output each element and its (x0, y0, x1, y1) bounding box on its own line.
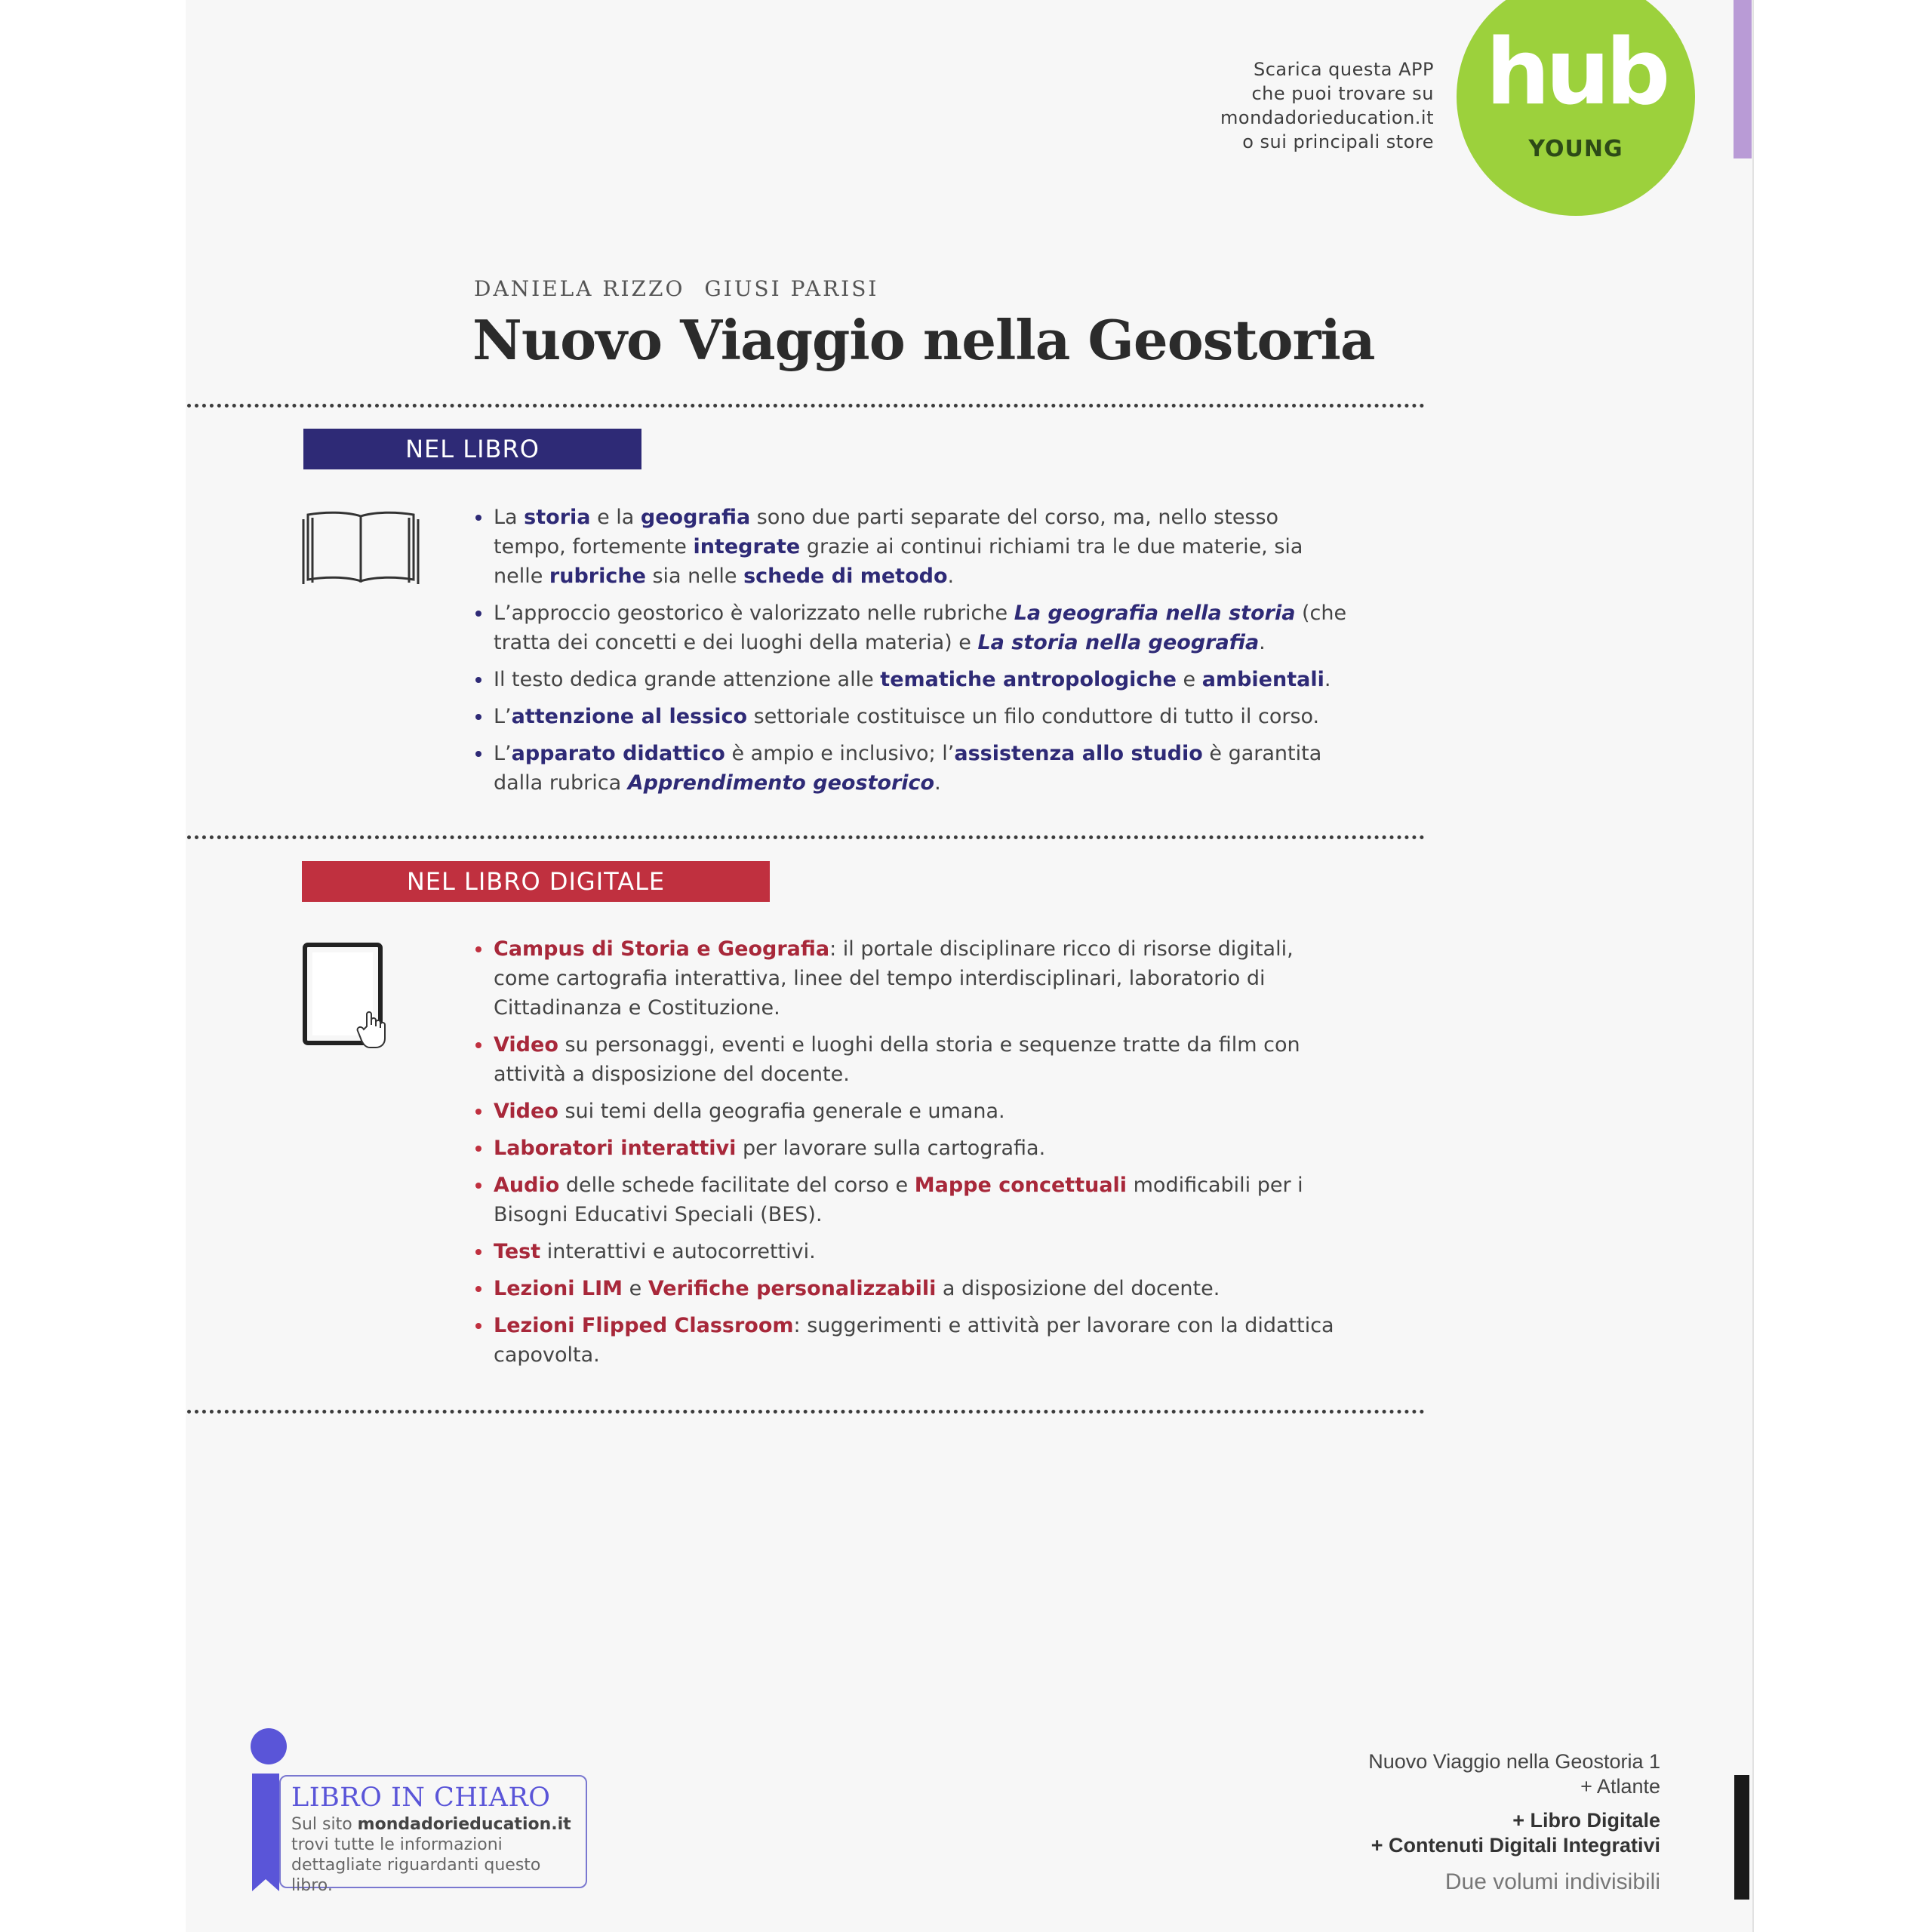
item-text: per lavorare sulla cartografia. (736, 1137, 1046, 1160)
hub-logo-sub: YOUNG (1528, 136, 1623, 162)
app-promo-line: mondadorieducation.it (1220, 107, 1434, 128)
digitale-feature-list (474, 934, 1349, 1377)
highlighted-term: La geografia nella storia (1014, 601, 1296, 625)
highlighted-term: rubriche (549, 565, 646, 588)
item-text: sui temi della geografia generale e umana. (558, 1100, 1005, 1123)
dotted-divider (187, 835, 1425, 839)
item-text: è garantita dalla rubrica (494, 742, 1322, 795)
list-item (474, 702, 1349, 731)
list-item (474, 934, 1349, 1023)
product-line: + Libro Digitale (1512, 1809, 1660, 1832)
item-text: e (623, 1277, 648, 1300)
highlighted-term: apparato didattico (511, 742, 725, 765)
item-text: interattivi e autocorrettivi. (540, 1240, 816, 1263)
open-book-icon (302, 510, 420, 586)
purple-edge-tab (1734, 0, 1752, 158)
item-text: sia nelle (645, 565, 744, 588)
highlighted-term: storia (524, 506, 591, 529)
list-item (474, 739, 1349, 798)
item-text: modificabili per i Bisogni Educativi Speciali (BES). (494, 1174, 1303, 1226)
item-text: grazie ai continui richiami tra le due materie, sia nelle (494, 535, 1303, 588)
dotted-divider (187, 1410, 1425, 1414)
item-text: . (1259, 631, 1266, 654)
item-text: è ampio e inclusivo; l’ (724, 742, 955, 765)
list-item (474, 1134, 1349, 1163)
item-text: (che tratta dei concetti e dei luoghi della materia) e (494, 601, 1347, 654)
product-line: Nuovo Viaggio nella Geostoria 1 (1368, 1750, 1660, 1773)
tablet-touch-icon (302, 942, 392, 1052)
highlighted-term: assistenza allo studio (954, 742, 1203, 765)
highlighted-term: Lezioni Flipped Classroom (494, 1314, 794, 1337)
libro-in-chiaro-rest: trovi tutte le informazioni dettagliate riguardanti questo libro. (291, 1835, 541, 1895)
libro-in-chiaro-prefix: Sul sito (291, 1815, 358, 1834)
list-item (474, 1311, 1349, 1370)
highlighted-term: Test (494, 1240, 541, 1263)
product-line: + Contenuti Digitali Integrativi (1371, 1834, 1660, 1857)
info-ribbon-icon (252, 1774, 279, 1891)
highlighted-term: Audio (494, 1174, 560, 1197)
hub-logo-word: hub (1485, 20, 1666, 125)
highlighted-term: Apprendimento geostorico (627, 771, 935, 795)
list-item (474, 665, 1349, 694)
item-text: sono due parti separate del corso, ma, nello stesso tempo, fortemente (494, 506, 1279, 558)
highlighted-term: ambientali (1201, 668, 1324, 691)
highlighted-term: geografia (640, 506, 751, 529)
item-text: delle schede facilitate del corso e (559, 1174, 915, 1197)
highlighted-term: tematiche antropologiche (880, 668, 1177, 691)
product-line: + Atlante (1580, 1775, 1660, 1798)
app-promo-line: o sui principali store (1242, 131, 1434, 152)
highlighted-term: schede di metodo (743, 565, 948, 588)
author-name: GIUSI PARISI (704, 276, 879, 301)
section-label-digitale: NEL LIBRO DIGITALE (302, 861, 770, 902)
libro-in-chiaro-site: mondadorieducation.it (357, 1815, 571, 1834)
info-dot-icon (251, 1728, 287, 1764)
item-text: L’ (494, 705, 512, 728)
authors (474, 276, 878, 301)
page-edge (1752, 0, 1754, 1932)
item-text: . (934, 771, 941, 795)
item-text: L’ (494, 742, 512, 765)
highlighted-term: La storia nella geografia (977, 631, 1260, 654)
app-promo-line: che puoi trovare su (1251, 83, 1434, 104)
product-info (1238, 1749, 1660, 1896)
libro-in-chiaro-text (291, 1814, 575, 1896)
libro-feature-list (474, 503, 1349, 805)
item-text: Il testo dedica grande attenzione alle (494, 668, 881, 691)
item-text: La (494, 506, 525, 529)
list-item (474, 1274, 1349, 1303)
section-label-libro: NEL LIBRO (303, 429, 641, 469)
black-edge-tab (1734, 1775, 1749, 1900)
item-text: settoriale costituisce un filo conduttore di tutto il corso. (747, 705, 1320, 728)
item-text: su personaggi, eventi e luoghi della storia e sequenze tratte da film con attività a disposizione del docente. (494, 1033, 1300, 1086)
app-promo-line: Scarica questa APP (1253, 59, 1434, 80)
list-item (474, 1171, 1349, 1229)
author-name: DANIELA RIZZO (474, 276, 685, 301)
highlighted-term: Video (494, 1033, 558, 1057)
item-text: a disposizione del docente. (936, 1277, 1220, 1300)
libro-in-chiaro-title: LIBRO IN CHIARO (291, 1783, 551, 1813)
highlighted-term: Campus di Storia e Geografia (494, 937, 830, 961)
list-item (474, 503, 1349, 591)
item-text: L’approccio geostorico è valorizzato nelle rubriche (494, 601, 1014, 625)
app-promo-text (1132, 57, 1434, 154)
list-item (474, 1237, 1349, 1266)
highlighted-term: Video (494, 1100, 558, 1123)
item-text: e (1176, 668, 1202, 691)
highlighted-term: Lezioni LIM (494, 1277, 623, 1300)
item-text: : suggerimenti e attività per lavorare con la didattica capovolta. (494, 1314, 1334, 1367)
book-title: Nuovo Viaggio nella Geostoria (472, 308, 1375, 372)
list-item (474, 1097, 1349, 1126)
product-line: Due volumi indivisibili (1444, 1869, 1660, 1894)
item-text: . (1324, 668, 1331, 691)
item-text: : il portale disciplinare ricco di risorse digitali, come cartografia interattiva, linee del tempo interdisciplinari, laboratorio di Cittadinanza e Costituzione. (494, 937, 1294, 1020)
item-text: e la (590, 506, 641, 529)
highlighted-term: Mappe concettuali (914, 1174, 1128, 1197)
list-item (474, 598, 1349, 657)
dotted-divider (187, 404, 1425, 408)
highlighted-term: integrate (693, 535, 801, 558)
highlighted-term: Verifiche personalizzabili (648, 1277, 937, 1300)
list-item (474, 1030, 1349, 1089)
item-text: . (947, 565, 955, 588)
highlighted-term: attenzione al lessico (511, 705, 748, 728)
highlighted-term: Laboratori interattivi (494, 1137, 737, 1160)
libro-in-chiaro-box (279, 1775, 587, 1895)
